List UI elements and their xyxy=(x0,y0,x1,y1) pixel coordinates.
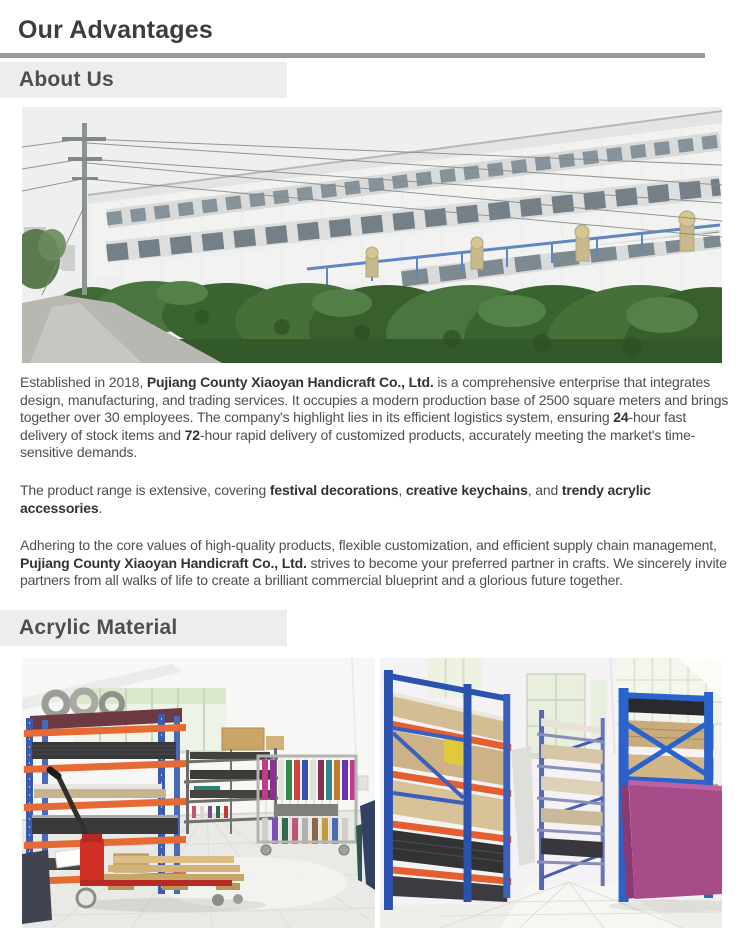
warehouse-left-illustration xyxy=(22,658,375,928)
paragraph-company-intro xyxy=(20,374,729,462)
highlight-creative-keychains: creative keychains xyxy=(405,481,528,498)
highlight-72: 72 xyxy=(184,426,200,443)
highlight-acrylic-accessories: trendy acrylic accessories xyxy=(20,481,651,516)
text-run: is a comprehensive enterprise that integrates design, manufacturing, and trading services. It occupies a modern production base of 2500 square meters and brings together over 30 employees. The company's highlight lies in its efficient logistics system, ensuring xyxy=(20,374,729,426)
text-run: Adhering to the core values of high-quality products, flexible customization, and efficient supply chain management, xyxy=(20,537,717,554)
section-label-acrylic-material: Acrylic Material xyxy=(19,616,178,639)
warehouse-photo-left xyxy=(22,658,375,928)
factory-photo-illustration xyxy=(22,107,722,363)
highlight-24: 24 xyxy=(613,409,629,426)
paragraph-core-values xyxy=(20,537,729,590)
about-text xyxy=(20,374,729,610)
warehouse-right-illustration xyxy=(380,658,722,928)
text-run: , xyxy=(398,481,406,498)
text-run: . xyxy=(98,499,103,516)
section-header-acrylic-material xyxy=(0,610,287,646)
text-run: -hour rapid delivery of customized products, accurately meeting the market's time-sensitive demands. xyxy=(20,426,696,461)
paragraph-product-range xyxy=(20,482,729,517)
text-run: -hour fast delivery of stock items and xyxy=(20,409,687,443)
title-divider xyxy=(0,53,705,58)
factory-exterior-photo xyxy=(22,107,722,363)
text-run: strives to become your preferred partner in crafts. We sincerely invite partners from all walks of life to create a brilliant commercial blueprint and a glorious future together. xyxy=(20,554,727,589)
text-run: The product range is extensive, covering xyxy=(20,481,270,498)
text-run: , and xyxy=(527,481,562,498)
warehouse-photo-right xyxy=(380,658,722,928)
company-name: Pujiang County Xiaoyan Handicraft Co., Ltd. xyxy=(146,374,434,390)
highlight-festival-decorations: festival decorations xyxy=(269,481,399,498)
section-header-about-us xyxy=(0,62,287,98)
section-label-about-us: About Us xyxy=(19,68,114,91)
page-title: Our Advantages xyxy=(18,16,213,44)
text-run: Established in 2018, xyxy=(20,374,147,390)
company-name: Pujiang County Xiaoyan Handicraft Co., Ltd. xyxy=(20,554,307,571)
